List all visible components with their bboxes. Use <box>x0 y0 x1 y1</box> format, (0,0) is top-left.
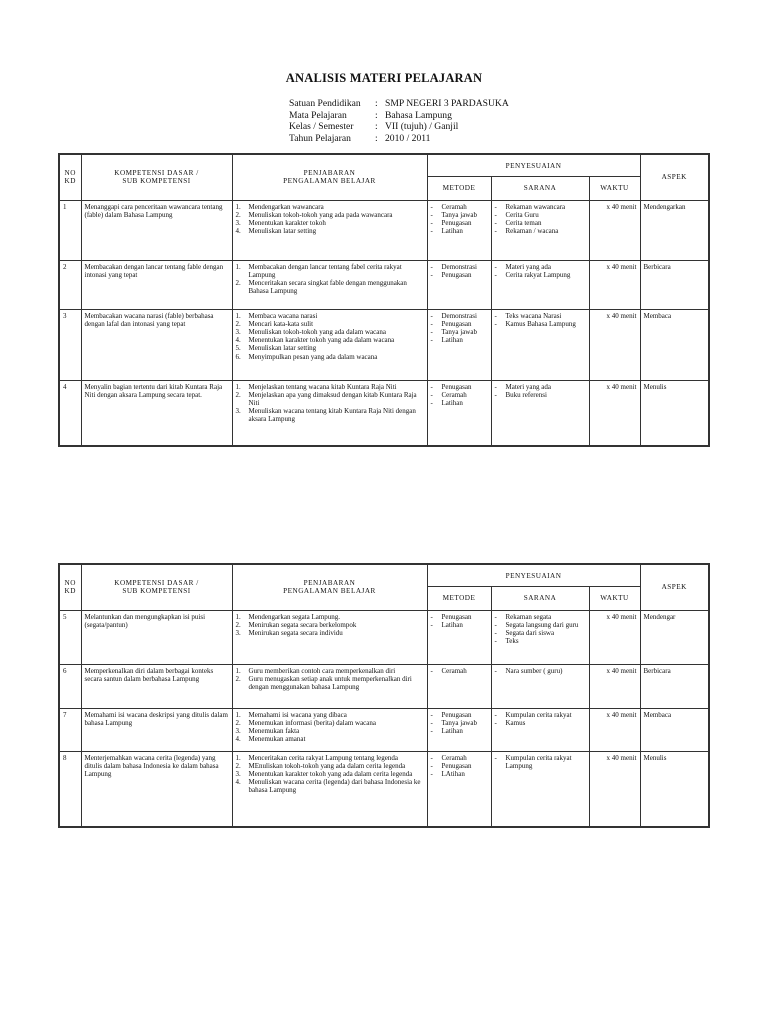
list-item: - Kamus Bahasa Lampung <box>494 319 576 328</box>
col-header-penyesuaian: PENYESUAIAN <box>427 154 640 176</box>
list-item: - Penugasan <box>430 319 472 328</box>
col-header-aspek: ASPEK <box>640 154 709 200</box>
list-item: - Ceramah <box>430 666 467 675</box>
metode-list <box>431 613 488 629</box>
row-number: 1 <box>59 200 81 260</box>
col-header-no: NO KD <box>59 564 81 610</box>
sarana-list <box>495 711 586 727</box>
row-number: 7 <box>59 708 81 751</box>
list-item: - Segata dari siswa <box>494 628 555 637</box>
aspek-cell: Menulis <box>640 751 709 827</box>
sarana-cell <box>491 664 589 708</box>
row-number: 2 <box>59 260 81 309</box>
list-item: 1. Menjelaskan tentang wacana kitab Kuntara Raja Niti <box>235 382 397 391</box>
kompetensi-cell: Memahami isi wacana deskripsi yang ditulis dalam bahasa Lampung <box>81 708 232 751</box>
list-item: 1. Membaca wacana narasi <box>235 311 318 320</box>
pengalaman-list <box>236 754 424 795</box>
col-header-penyesuaian: PENYESUAIAN <box>427 564 640 586</box>
col-header-metode: METODE <box>427 176 491 200</box>
meta-row <box>289 121 509 133</box>
col-header-penjabaran: PENJABARAN PENGALAMAN BELAJAR <box>232 564 427 610</box>
metode-list <box>431 203 488 236</box>
col-header-penjabaran: PENJABARAN PENGALAMAN BELAJAR <box>232 154 427 200</box>
sarana-cell <box>491 708 589 751</box>
list-item: 1. Guru memberikan contoh cara memperkenalkan diri <box>235 666 396 675</box>
sarana-cell <box>491 260 589 309</box>
sarana-list <box>495 667 586 675</box>
list-item: 3. Menuliskan wacana tentang kitab Kuntara Raja Niti dengan aksara Lampung <box>235 407 416 424</box>
pengalaman-list <box>236 613 424 638</box>
list-item: 1. Membacakan dengan lancar tentang fabel cerita rakyat Lampung <box>235 262 402 279</box>
list-item: - Ceramah <box>430 753 467 762</box>
list-item: 4. Menuliskan latar setting <box>235 227 317 236</box>
aspek-cell: Berbicara <box>640 260 709 309</box>
metode-list <box>431 667 488 675</box>
list-item: - Teks <box>494 637 519 646</box>
kompetensi-cell: Menyalin bagian tertentu dari kitab Kuntara Raja Niti dengan aksara Lampung secara tepat. <box>81 380 232 446</box>
list-item: - Penugasan <box>430 761 472 770</box>
list-item: - Kamus <box>494 718 526 727</box>
sarana-cell <box>491 751 589 827</box>
row-number: 8 <box>59 751 81 827</box>
meta-row <box>289 110 509 122</box>
list-item: 5. Menuliskan latar setting <box>235 344 317 353</box>
waktu-cell: x 40 menit <box>589 309 640 380</box>
aspek-cell: Berbicara <box>640 664 709 708</box>
meta-label: Satuan Pendidikan <box>289 98 361 109</box>
col-header-kompetensi: KOMPETENSI DASAR / SUB KOMPETENSI <box>81 564 232 610</box>
table-row <box>59 380 709 446</box>
pengalaman-list <box>236 312 424 361</box>
list-item: - Materi yang ada <box>494 262 551 271</box>
sarana-cell <box>491 200 589 260</box>
list-item: - Latihan <box>430 726 463 735</box>
document-title: ANALISIS MATERI PELAJARAN <box>285 71 483 85</box>
list-item: 4. Menemukan amanat <box>235 735 306 744</box>
list-item: - Latihan <box>430 336 463 345</box>
aspek-cell: Membaca <box>640 708 709 751</box>
list-item: - Demonstrasi <box>430 262 477 271</box>
list-item: - Ceramah <box>430 202 467 211</box>
list-item: 1. Menceritakan cerita rakyat Lampung tentang legenda <box>235 753 398 762</box>
meta-value: VII (tujuh) / Ganjil <box>385 121 459 132</box>
list-item: 1. Memahami isi wacana yang dibaca <box>235 710 347 719</box>
list-item: 2. Menemukan informasi (berita) dalam wacana <box>235 718 377 727</box>
penjabaran-cell <box>232 610 427 664</box>
sarana-list <box>495 754 586 770</box>
row-number: 5 <box>59 610 81 664</box>
metode-list <box>431 263 488 279</box>
list-item: - Latihan <box>430 398 463 407</box>
list-item: - Rekaman wawancara <box>494 202 566 211</box>
list-item: 2. Guru menugaskan setiap anak untuk memperkenalkan diri dengan menggunakan bahasa Lampung <box>235 674 412 691</box>
sarana-list <box>495 383 586 399</box>
sarana-cell <box>491 610 589 664</box>
meta-value: SMP NEGERI 3 PARDASUKA <box>385 98 509 109</box>
list-item: - Tanya jawab <box>430 718 477 727</box>
penjabaran-cell <box>232 309 427 380</box>
list-item: - Penugasan <box>430 710 472 719</box>
list-item: 1. Mendengarkan wawancara <box>235 202 324 211</box>
list-item: - Tanya jawab <box>430 210 477 219</box>
meta-row <box>289 98 509 110</box>
list-item: - Materi yang ada <box>494 382 551 391</box>
list-item: - Latihan <box>430 227 463 236</box>
sarana-list <box>495 312 586 328</box>
list-item: - Penugasan <box>430 218 472 227</box>
list-item: 2. Menceritakan secara singkat fable dengan menggunakan Bahasa Lampung <box>235 278 407 296</box>
meta-label: Kelas / Semester <box>289 121 354 132</box>
waktu-cell: x 40 menit <box>589 380 640 446</box>
metode-cell <box>427 380 491 446</box>
meta-label: Mata Pelajaran <box>289 109 347 121</box>
sarana-list <box>495 263 586 279</box>
metode-cell <box>427 751 491 827</box>
sarana-cell <box>491 309 589 380</box>
col-header-waktu: WAKTU <box>589 586 640 610</box>
table-row <box>59 708 709 751</box>
sarana-list <box>495 203 586 236</box>
list-item: - Cerita teman <box>494 218 542 227</box>
meta-row <box>289 133 509 145</box>
list-item: 3. Menuliskan tokoh-tokoh yang ada dalam wacana <box>235 327 386 336</box>
table-row <box>59 200 709 260</box>
list-item: - Tanya jawab <box>430 327 477 336</box>
list-item: 6. Menyimpulkan pesan yang ada dalam wacana <box>235 352 378 361</box>
kompetensi-cell: Memperkenalkan diri dalam berbagai konteks secara santun dalam berbahasa Lampung <box>81 664 232 708</box>
list-item: 2. Menirukan segata secara berkelompok <box>235 620 357 629</box>
list-item: 3. Menirukan segata secara individu <box>235 628 343 637</box>
col-header-sarana: SARANA <box>491 586 589 610</box>
pengalaman-list <box>236 203 424 236</box>
list-item: 2. Mencari kata-kata sulit <box>235 319 314 328</box>
list-item: - Kumpulan cerita rakyat <box>494 710 572 719</box>
penjabaran-cell <box>232 751 427 827</box>
meta-label: Tahun Pelajaran <box>289 132 351 144</box>
table-row <box>59 309 709 380</box>
list-item: - Ceramah <box>430 390 467 399</box>
col-header-kompetensi: KOMPETENSI DASAR / SUB KOMPETENSI <box>81 154 232 200</box>
table-row <box>59 610 709 664</box>
list-item: - Rekaman segata <box>494 612 552 621</box>
kompetensi-cell: Menanggapi cara penceritaan wawancara tentang (fable) dalam Bahasa Lampung <box>81 200 232 260</box>
kompetensi-cell: Melantunkan dan mengungkapkan isi puisi (segata/pantun) <box>81 610 232 664</box>
col-header-sarana: SARANA <box>491 176 589 200</box>
list-item: 3. Menemukan fakta <box>235 726 300 735</box>
table-row <box>59 751 709 827</box>
waktu-cell: x 40 menit <box>589 610 640 664</box>
kompetensi-cell: Membacakan wacana narasi (fable) berbahasa dengan lafal dan intonasi yang tepat <box>81 309 232 380</box>
penjabaran-cell <box>232 200 427 260</box>
analysis-table-2 <box>58 563 710 828</box>
metode-list <box>431 711 488 736</box>
list-item: - Penugasan <box>430 612 472 621</box>
metode-cell <box>427 309 491 380</box>
list-item: 1. Mendengarkan segata Lampung. <box>235 612 341 621</box>
list-item: - Buku referensi <box>494 390 547 399</box>
table-row <box>59 664 709 708</box>
list-item: - Cerita Guru <box>494 210 539 219</box>
row-number: 6 <box>59 664 81 708</box>
meta-value: Bahasa Lampung <box>385 109 452 121</box>
list-item: - Teks wacana Narasi <box>494 311 562 320</box>
sarana-list <box>495 613 586 646</box>
row-number: 4 <box>59 380 81 446</box>
aspek-cell: Mendengarkan <box>640 200 709 260</box>
metode-cell <box>427 708 491 751</box>
meta-sep: : <box>375 98 378 109</box>
penjabaran-cell <box>232 380 427 446</box>
col-header-aspek: ASPEK <box>640 564 709 610</box>
metode-list <box>431 312 488 345</box>
meta-sep: : <box>375 132 378 144</box>
list-item: - Segata langsung dari guru <box>494 620 579 629</box>
col-header-no: NO KD <box>59 154 81 200</box>
waktu-cell: x 40 menit <box>589 664 640 708</box>
list-item: - Kumpulan cerita rakyat Lampung <box>494 753 572 770</box>
metode-list <box>431 754 488 779</box>
table-row <box>59 260 709 309</box>
analysis-table-1 <box>58 153 710 447</box>
document-meta <box>289 98 509 144</box>
penjabaran-cell <box>232 260 427 309</box>
metode-cell <box>427 260 491 309</box>
list-item: 3. Menentukan karakter tokoh yang ada dalam cerita legenda <box>235 769 413 778</box>
waktu-cell: x 40 menit <box>589 260 640 309</box>
meta-value: 2010 / 2011 <box>385 132 431 144</box>
list-item: - Rekaman / wacana <box>494 227 559 236</box>
kompetensi-cell: Membacakan dengan lancar tentang fable dengan intonasi yang tepat <box>81 260 232 309</box>
metode-list <box>431 383 488 408</box>
pengalaman-list <box>236 711 424 744</box>
sarana-cell <box>491 380 589 446</box>
aspek-cell: Menulis <box>640 380 709 446</box>
pengalaman-list <box>236 263 424 296</box>
waktu-cell: x 40 menit <box>589 751 640 827</box>
list-item: 2. Menuliskan tokoh-tokoh yang ada pada wawancara <box>235 210 393 219</box>
meta-sep: : <box>375 109 378 121</box>
col-header-waktu: WAKTU <box>589 176 640 200</box>
waktu-cell: x 40 menit <box>589 200 640 260</box>
metode-cell <box>427 200 491 260</box>
list-item: - Penugasan <box>430 270 472 279</box>
metode-cell <box>427 610 491 664</box>
list-item: - Nara sumber ( guru) <box>494 666 563 675</box>
list-item: - Demonstrasi <box>430 311 477 320</box>
penjabaran-cell <box>232 664 427 708</box>
list-item: - LAtihan <box>430 769 465 778</box>
col-header-metode: METODE <box>427 586 491 610</box>
meta-sep: : <box>375 121 378 132</box>
waktu-cell: x 40 menit <box>589 708 640 751</box>
list-item: 3. Menentukan karakter tokoh <box>235 218 326 227</box>
list-item: - Penugasan <box>430 382 472 391</box>
penjabaran-cell <box>232 708 427 751</box>
metode-cell <box>427 664 491 708</box>
list-item: 2. MEnuliskan tokoh-tokoh yang ada dalam cerita legenda <box>235 761 406 770</box>
pengalaman-list <box>236 667 424 692</box>
list-item: 2. Menjelaskan apa yang dimaksud dengan kitab Kuntara Raja Niti <box>235 390 417 407</box>
list-item: - Cerita rakyat Lampung <box>494 270 571 279</box>
list-item: - Latihan <box>430 620 463 629</box>
aspek-cell: Membaca <box>640 309 709 380</box>
list-item: 4. Menuliskan wacana cerita (legenda) dari bahasa Indonesia ke bahasa Lampung <box>235 778 421 795</box>
aspek-cell: Mendengar <box>640 610 709 664</box>
pengalaman-list <box>236 383 424 424</box>
kompetensi-cell: Menterjemahkan wacana cerita (legenda) yang ditulis dalam bahasa Indonesia ke dalam bahasa Lampung <box>81 751 232 827</box>
list-item: 4. Menentukan karakter tokoh yang ada dalam wacana <box>235 336 395 345</box>
row-number: 3 <box>59 309 81 380</box>
